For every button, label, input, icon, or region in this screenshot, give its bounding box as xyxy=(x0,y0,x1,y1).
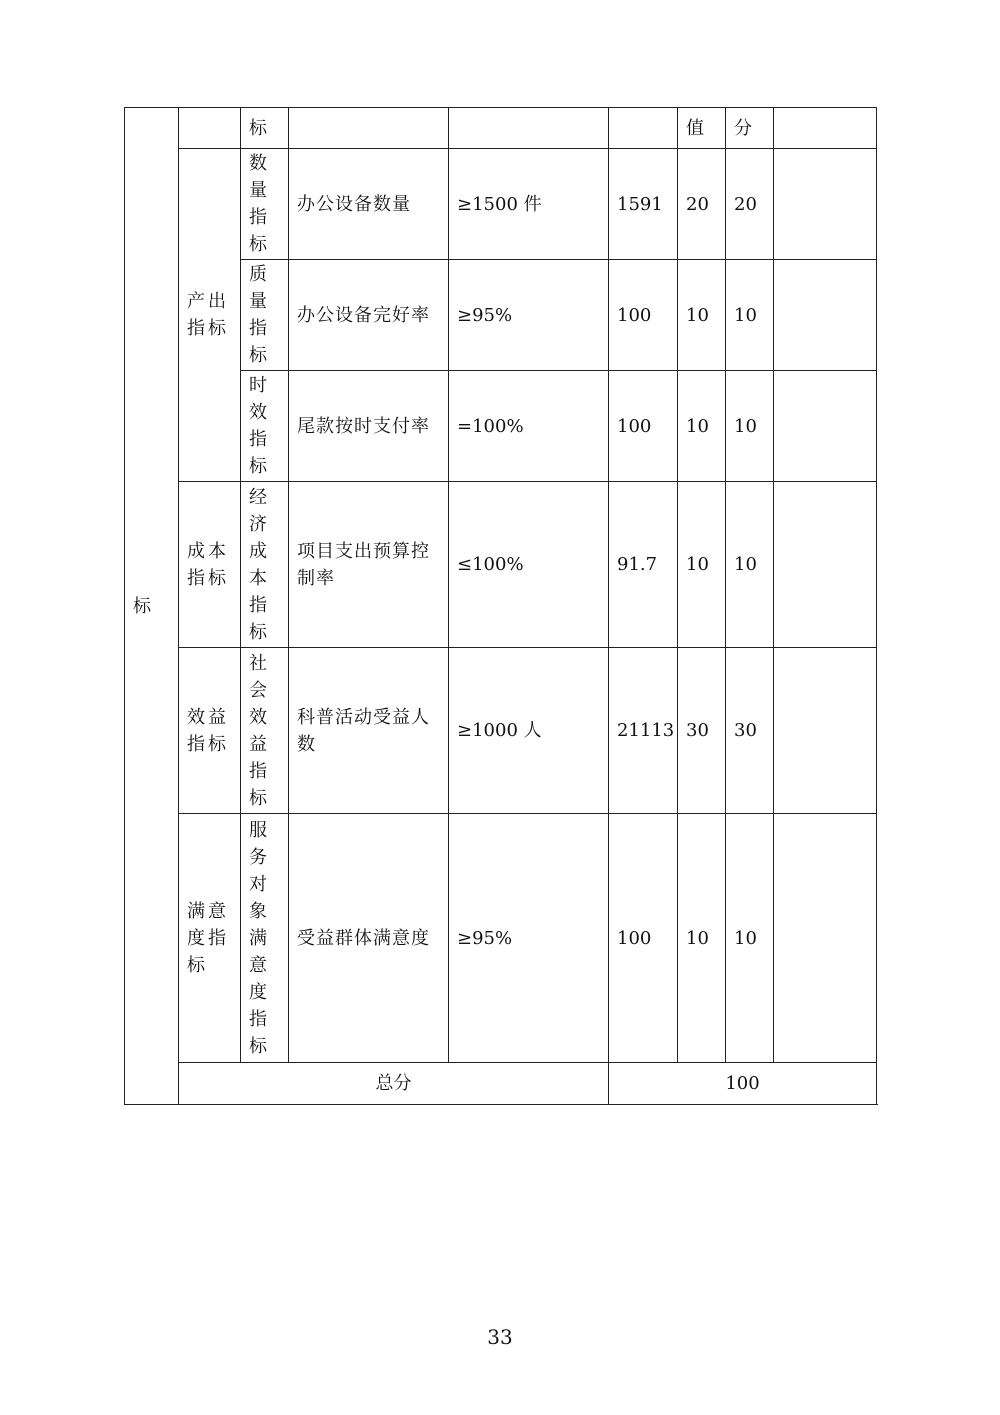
third-level-label: 数量指标 xyxy=(241,149,289,260)
header-row xyxy=(125,108,877,149)
weight-value: 10 xyxy=(678,482,726,648)
header-blank xyxy=(449,108,609,149)
score-value: 30 xyxy=(726,648,774,814)
third-level-label: 经济成本指标 xyxy=(241,482,289,648)
target-value: ≥95% xyxy=(449,814,609,1063)
target-value: ≥1000 人 xyxy=(449,648,609,814)
second-level-label: 产出指标 xyxy=(179,149,241,482)
indicator-name: 尾款按时支付率 xyxy=(289,371,449,482)
header-blank xyxy=(609,108,678,149)
target-value: ≥95% xyxy=(449,260,609,371)
second-level-label: 效益指标 xyxy=(179,648,241,814)
note-cell xyxy=(774,648,877,814)
target-value: ≥1500 件 xyxy=(449,149,609,260)
actual-value: 21113 xyxy=(609,648,678,814)
weight-value: 30 xyxy=(678,648,726,814)
first-level-cell: 标 xyxy=(125,108,179,1105)
actual-value: 100 xyxy=(609,371,678,482)
indicator-name: 办公设备完好率 xyxy=(289,260,449,371)
third-level-label: 质量指标 xyxy=(241,260,289,371)
weight-value: 10 xyxy=(678,260,726,371)
table-row xyxy=(125,482,877,648)
score-value: 10 xyxy=(726,814,774,1063)
header-sub: 标 xyxy=(241,108,289,149)
page-number: 33 xyxy=(487,1325,513,1349)
score-value: 10 xyxy=(726,260,774,371)
note-cell xyxy=(774,371,877,482)
indicator-name: 项目支出预算控制率 xyxy=(289,482,449,648)
table-row xyxy=(125,814,877,1063)
third-level-label: 时效指标 xyxy=(241,371,289,482)
weight-value: 20 xyxy=(678,149,726,260)
total-row xyxy=(125,1063,877,1105)
header-blank xyxy=(774,108,877,149)
actual-value: 100 xyxy=(609,814,678,1063)
actual-value: 100 xyxy=(609,260,678,371)
actual-value: 91.7 xyxy=(609,482,678,648)
table-row xyxy=(125,648,877,814)
second-level-label: 满意度指标 xyxy=(179,814,241,1063)
actual-value: 1591 xyxy=(609,149,678,260)
header-score: 分 xyxy=(726,108,774,149)
table-row xyxy=(125,149,877,260)
third-level-label: 社会效益指标 xyxy=(241,648,289,814)
note-cell xyxy=(774,260,877,371)
note-cell xyxy=(774,149,877,260)
score-value: 10 xyxy=(726,371,774,482)
score-value: 10 xyxy=(726,482,774,648)
third-level-label: 服务对象满意度指标 xyxy=(241,814,289,1063)
indicator-name: 科普活动受益人数 xyxy=(289,648,449,814)
target-value: ≤100% xyxy=(449,482,609,648)
header-blank xyxy=(179,108,241,149)
weight-value: 10 xyxy=(678,371,726,482)
header-weight: 值 xyxy=(678,108,726,149)
total-label: 总分 xyxy=(179,1063,609,1105)
score-value: 20 xyxy=(726,149,774,260)
indicator-name: 受益群体满意度 xyxy=(289,814,449,1063)
target-value: =100% xyxy=(449,371,609,482)
note-cell xyxy=(774,482,877,648)
performance-table xyxy=(124,107,877,1105)
second-level-label: 成本指标 xyxy=(179,482,241,648)
indicator-name: 办公设备数量 xyxy=(289,149,449,260)
note-cell xyxy=(774,814,877,1063)
total-value: 100 xyxy=(609,1063,877,1105)
weight-value: 10 xyxy=(678,814,726,1063)
header-blank xyxy=(289,108,449,149)
